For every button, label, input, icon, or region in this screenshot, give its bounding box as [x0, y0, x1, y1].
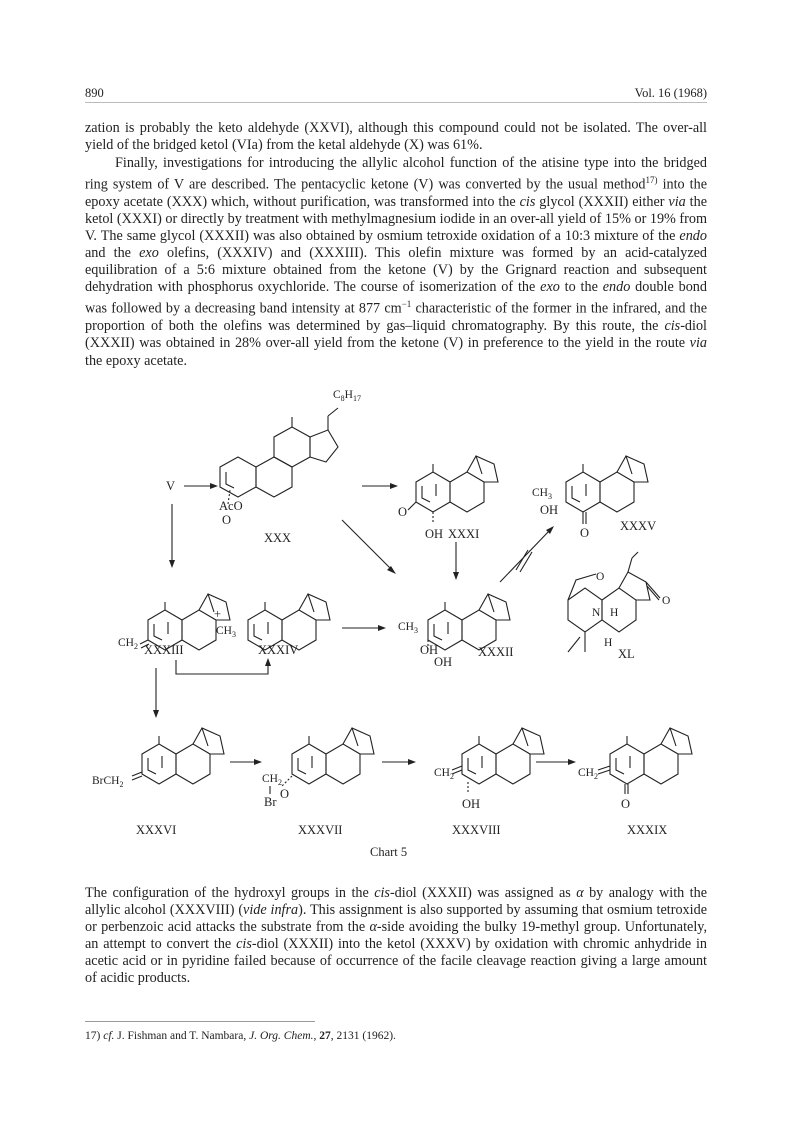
chart-caption: Chart 5	[370, 845, 408, 859]
structure-XXXVI	[92, 728, 224, 837]
svg-text:OH: OH	[540, 503, 559, 517]
svg-text:O: O	[280, 787, 290, 801]
compound-label-XXX: XXX	[264, 531, 292, 545]
structure-XXXII	[398, 594, 513, 669]
structure-XXXIII	[118, 594, 230, 657]
reference-17: 17)	[645, 175, 658, 186]
compound-label-V: V	[166, 479, 176, 493]
svg-text:O: O	[580, 526, 590, 540]
compound-label-XXXVIII: XXXVIII	[452, 823, 501, 837]
svg-text:OH: OH	[462, 797, 481, 811]
paragraph-1: zation is probably the keto aldehyde (XXVI), although this compound could not be isolated. The over-all yield of the bridged ketol (VIa) from the ketal aldehyde (X) was 61%.	[85, 120, 707, 154]
footnote-17: 17) cf. J. Fishman and T. Nambara, J. Org. Chem., 27, 2131 (1962).	[85, 1030, 396, 1042]
structure-XXXVII	[262, 728, 374, 837]
structure-XXXIX	[578, 728, 692, 837]
aco-label: AcO	[219, 499, 243, 513]
svg-text:OH: OH	[434, 655, 453, 669]
reaction-scheme-chart	[80, 362, 710, 862]
svg-text:N: N	[592, 607, 601, 619]
svg-text:CH3: $CH_3$	[398, 621, 418, 635]
svg-text:CH3: $CH_3$	[532, 487, 552, 501]
structure-XXXI	[398, 456, 498, 541]
svg-text:O: O	[621, 797, 631, 811]
footnote-rule	[85, 1021, 315, 1022]
structure-XL	[568, 552, 670, 661]
compound-label-XXXVII: XXXVII	[298, 823, 343, 837]
svg-text:CH3: $CH_3$	[216, 625, 236, 639]
compound-label-XL: XL	[618, 647, 635, 661]
svg-text:CH2: $CH_2$	[262, 773, 282, 787]
compound-label-XXXIX: XXXIX	[627, 823, 668, 837]
structure-XXX	[219, 389, 361, 545]
svg-text:H: H	[604, 637, 613, 649]
structure-XXXIV	[216, 594, 330, 657]
svg-text:O: O	[662, 595, 671, 607]
compound-label-XXXII: XXXII	[478, 645, 514, 659]
structure-XXXVIII	[434, 728, 544, 837]
running-header	[85, 86, 707, 103]
plus-sign: +	[214, 607, 222, 621]
svg-text:O: O	[398, 505, 408, 519]
compound-label-XXXV: XXXV	[620, 519, 657, 533]
c8h17-label: $C_8H_{17}$	[333, 389, 361, 403]
svg-text:BrCH2: BrCH$_2$	[92, 775, 124, 789]
structure-XXXV	[532, 456, 656, 540]
svg-text:H: H	[610, 607, 619, 619]
compound-label-XXXI: XXXI	[448, 527, 480, 541]
compound-label-XXXIII: XXXIII	[144, 643, 184, 657]
paragraph-3: The configuration of the hydroxyl groups in the cis-diol (XXXII) was assigned as α by analogy with the allylic alcohol (XXXVIII) (vide infra). This assignment is also supported by assuming that osmium tetroxide or perbenzoic acid attacks the substrate from the α-side avoiding the bulky 19-methyl group. Unfortunately, an attempt to convert the cis-diol (XXXII) into the ketol (XXXV) by oxidation with chromic anhydride in acetic acid or in pyridine failed because of occurrence of the facile cleavage reaction giving a large amount of acidic products.	[85, 885, 708, 987]
epoxide-o-label: O	[222, 513, 232, 527]
compound-label-XXXIV: XXXIV	[258, 643, 299, 657]
paragraph-2: Finally, investigations for introducing the allylic alcohol function of the atisine type into the bridged ring system of V are described. The pentacyclic ketone (V) was converted by the usual method$^{17)}$ into the epoxy acetate (XXX) which, without purification, was transformed into the cis glycol (XXXII) either via the ketol (XXXI) or directly by treatment with methylmagnesium iodide in an over-all yield of 15% or 19% from V. The same glycol (XXXII) was also obtained by osmium tetroxide oxidation of a 10:3 mixture of the endo and the exo olefins, (XXXIV) and (XXXIII). This olefin mixture was formed by an acid-catalyzed equilibration of a 5:6 mixture obtained from the ketone (V) by the Grignard reaction and subsequent dehydration with phosphorus oxychloride. The course of isomerization of the exo to the endo double bond was followed by a decreasing band intensity at 877 $cm^{-1}$ characteristic of the former in the infrared, and the proportion of both the olefins was determined by gas–liquid chromatography. By this route, the cis-diol (XXXII) was obtained in 28% over-all yield from the ketone (V) in preference to the yield in the route via the epoxy acetate.	[85, 155, 708, 369]
page-number: 890	[85, 86, 104, 100]
svg-text:CH2: $CH_2$	[434, 767, 454, 781]
svg-text:Br: Br	[264, 795, 277, 809]
svg-text:O: O	[596, 571, 605, 583]
compound-label-XXXVI: XXXVI	[136, 823, 177, 837]
svg-text:CH2: $CH_2$	[578, 767, 598, 781]
svg-text:CH2: $CH_2$	[118, 637, 138, 651]
svg-text:OH: OH	[425, 527, 444, 541]
svg-text:OH: OH	[420, 643, 439, 657]
journal-volume: Vol. 16 (1968)	[634, 86, 707, 100]
